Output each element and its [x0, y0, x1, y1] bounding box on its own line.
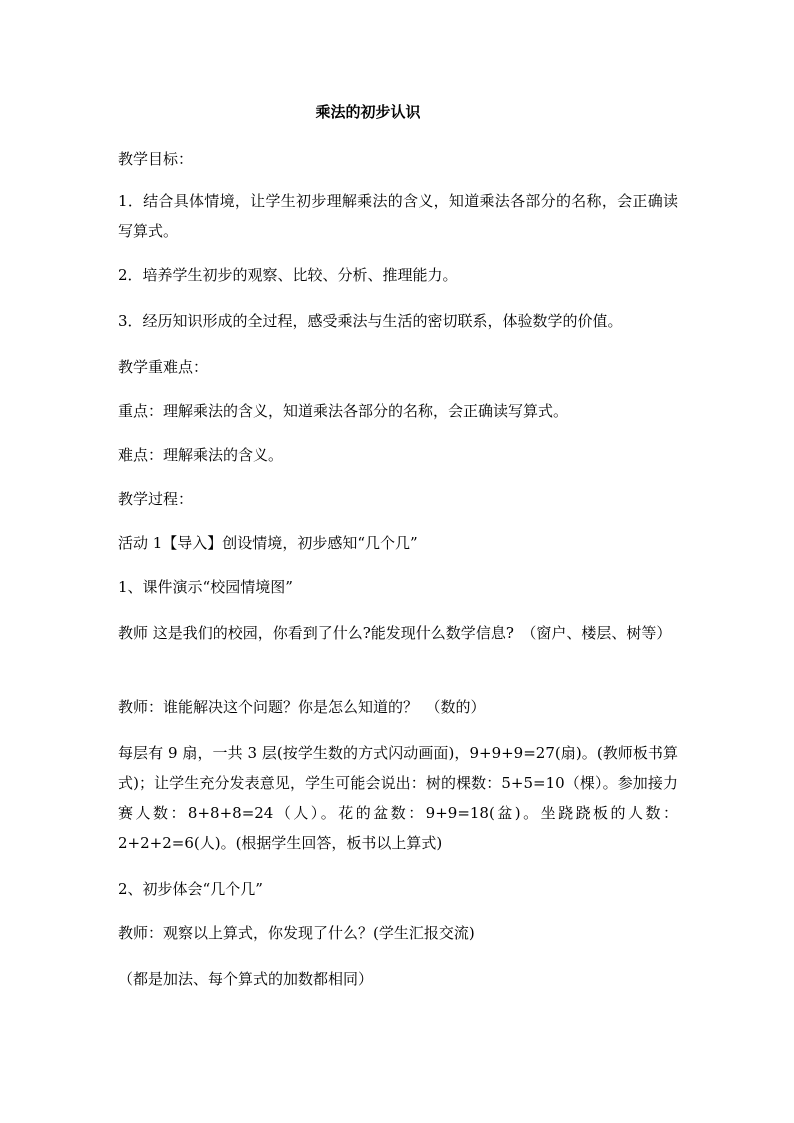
- document-title: 乘法的初步认识: [315, 103, 421, 121]
- teacher-question-2: 教师：谁能解决这个问题？你是怎么知道的？ （数的）: [118, 698, 486, 716]
- teacher-question-3: 教师：观察以上算式，你发现了什么？(学生汇报交流): [118, 924, 475, 942]
- teacher-question-1: 教师 这是我们的校园，你看到了什么?能发现什么数学信息? （窗户、楼层、树等）: [118, 624, 672, 642]
- objective-1: 1．结合具体情境，让学生初步理解乘法的含义，知道乘法各部分的名称，会正确读写算式。: [118, 192, 678, 240]
- heading-objectives: 教学目标：: [118, 150, 194, 168]
- heading-process: 教学过程：: [118, 490, 194, 508]
- difficult-point: 难点：理解乘法的含义。: [118, 446, 284, 464]
- heading-key-points: 教学重难点：: [118, 358, 209, 376]
- step-1-heading: 1、课件演示“校园情境图”: [118, 578, 293, 596]
- activity-1-heading: 活动 1【导入】创设情境，初步感知“几个几”: [118, 534, 418, 552]
- key-point: 重点：理解乘法的含义，知道乘法各部分的名称，会正确读写算式。: [118, 402, 569, 420]
- student-answer: （都是加法、每个算式的加数都相同）: [118, 970, 374, 988]
- counting-explanation: 每层有 9 扇，一共 3 层(按学生数的方式闪动画面)，9+9+9=27(扇)。(教师板书算式)；让学生充分发表意见，学生可能会说出：树的棵数：5+5=10（棵）。参加接力赛人数：8+8+8=24（人）。花的盆数：9+9=18(盆)。坐跷跷板的人数：2+2+2=6(人)。(根据学生回答，板书以上算式): [118, 744, 678, 852]
- objective-3: 3．经历知识形成的全过程，感受乘法与生活的密切联系，体验数学的价值。: [118, 312, 623, 330]
- step-2-heading: 2、初步体会“几个几”: [118, 880, 263, 898]
- objective-2: 2．培养学生初步的观察、比较、分析、推理能力。: [118, 266, 458, 284]
